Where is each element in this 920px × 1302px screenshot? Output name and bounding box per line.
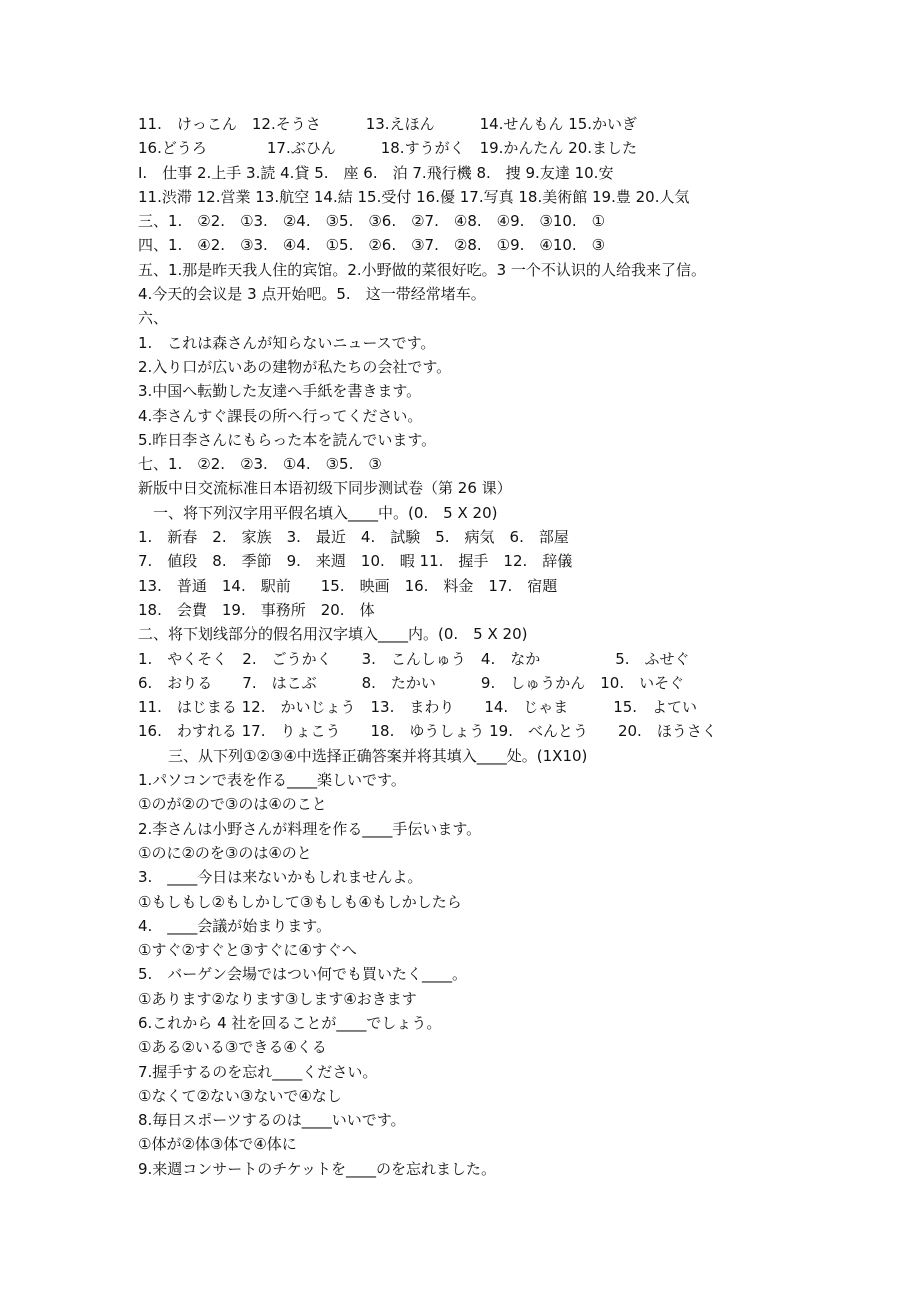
text-line: 三、从下列①②③④中选择正确答案并将其填入____处。(1X10): [138, 746, 588, 765]
text-line: 四、1. ④2. ③3. ④4. ①5. ②6. ③7. ②8. ①9. ④10. ③: [138, 236, 606, 255]
text-line: 11.渋滞 12.営業 13.航空 14.結 15.受付 16.優 17.写真 18.美術館 19.豊 20.人気: [138, 187, 690, 206]
text-line: ①もしもし②もしかして③もしも④もしかしたら: [138, 892, 462, 911]
text-line: ①なくて②ない③ないで④なし: [138, 1086, 342, 1105]
text-line: 4. ____会議が始まります。: [138, 916, 332, 935]
text-line: 8.毎日スポーツするのは____いいです。: [138, 1111, 406, 1130]
text-line: 6. おりる 7. はこぶ 8. たかい 9. しゅうかん 10. いそぐ: [138, 673, 685, 692]
text-line: 三、1. ②2. ①3. ②4. ③5. ③6. ②7. ④8. ④9. ③10. ①: [138, 212, 606, 231]
text-line: 6.これから 4 社を回ることが____でしょう。: [138, 1013, 442, 1032]
text-line: 4.今天的会议是 3 点开始吧。5. 这一带经常堵车。: [138, 285, 486, 304]
text-line: ①のが②ので③のは④のこと: [138, 795, 327, 814]
text-line: 五、1.那是昨天我人住的宾馆。2.小野做的菜很好吃。3 一个不认识的人给我来了信。: [138, 260, 706, 279]
text-line: 一、将下列汉字用平假名填入____中。(0. 5 X 20): [138, 503, 498, 522]
text-line: 1. これは森さんが知らないニュースです。: [138, 333, 436, 352]
text-line: 1. 新春 2. 家族 3. 最近 4. 試験 5. 病気 6. 部屋: [138, 528, 569, 547]
text-line: ①ある②いる③できる④くる: [138, 1038, 327, 1057]
text-line: 新版中日交流标准日本语初级下同步测试卷（第 26 课）: [138, 479, 512, 498]
document-page: [138, 112, 838, 1181]
text-line: 7. 値段 8. 季節 9. 来週 10. 暇 11. 握手 12. 辞儀: [138, 552, 573, 571]
text-line: 3. ____今日は来ないかもしれませんよ。: [138, 868, 423, 887]
text-line: 13. 普通 14. 駅前 15. 映画 16. 料金 17. 宿題: [138, 576, 558, 595]
text-line: 16. わすれる 17. りょこう 18. ゆうしょう 19. べんとう 20. ほうさく: [138, 722, 717, 741]
text-line: ①体が②体③体で④体に: [138, 1135, 297, 1154]
text-line: 7.握手するのを忘れ____ください。: [138, 1062, 378, 1081]
text-line: 2.入り口が広いあの建物が私たちの会社です。: [138, 357, 452, 376]
text-line: 5. バーゲン会場ではつい何でも買いたく____。: [138, 965, 468, 984]
text-line: 16.どうろ 17.ぶひん 18.すうがく 19.かんたん 20.ました: [138, 139, 638, 158]
text-line: 2.李さんは小野さんが料理を作る____手伝います。: [138, 819, 482, 838]
text-line: 1. やくそく 2. ごうかく 3. こんしゅう 4. なか 5. ふせぐ: [138, 649, 690, 668]
text-line: 4.李さんすぐ課長の所へ行ってください。: [138, 406, 423, 425]
text-line: I. 仕事 2.上手 3.読 4.貸 5. 座 6. 泊 7.飛行機 8. 捜 9.友達 10.安: [138, 163, 614, 182]
text-line: 9.来週コンサートのチケットを____のを忘れました。: [138, 1159, 496, 1178]
text-line: 11. はじまる 12. かいじょう 13. まわり 14. じゃま 15. よてい: [138, 698, 698, 717]
text-line: 六、: [138, 309, 169, 328]
text-line: ①あります②なります③します④おきます: [138, 989, 417, 1008]
text-line: 11. けっこん 12.そうさ 13.えほん 14.せんもん 15.かいぎ: [138, 115, 638, 133]
text-line: 5.昨日李さんにもらった本を読んでいます。: [138, 430, 437, 449]
text-line: 二、将下划线部分的假名用汉字填入____内。(0. 5 X 20): [138, 625, 528, 644]
text-line: ①すぐ②すぐと③すぐに④すぐへ: [138, 941, 357, 960]
text-line: ①のに②のを③のは④のと: [138, 843, 312, 862]
text-line: 七、1. ②2. ②3. ①4. ③5. ③: [138, 455, 382, 474]
text-line: 3.中国へ転勤した友達へ手紙を書きます。: [138, 382, 422, 401]
text-line: 18. 会費 19. 事務所 20. 体: [138, 600, 375, 619]
text-line: 1.パソコンで表を作る____楽しいです。: [138, 771, 406, 790]
